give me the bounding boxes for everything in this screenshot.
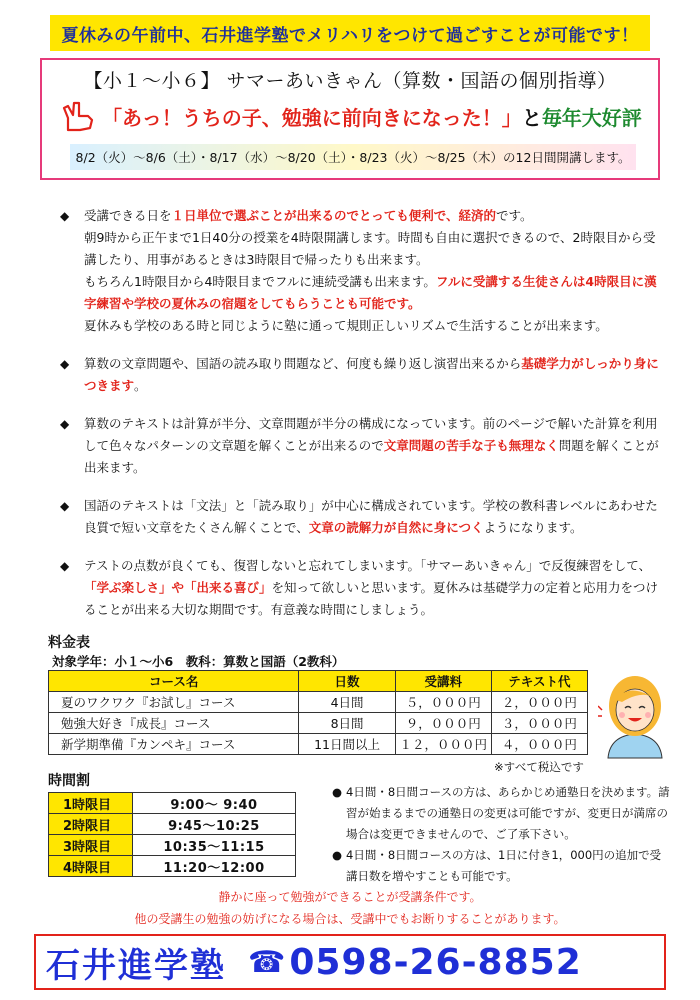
item2-text-a: 算数の文章問題や、国語の読み取り問題など、何度も繰り返し演習出来るから: [84, 356, 522, 371]
course-fee: ５，０００円: [395, 692, 491, 713]
table-row: [49, 856, 296, 877]
condition-line-1: 静かに座って勉強ができることが受講条件です。: [218, 890, 482, 904]
table-header-row: [49, 671, 588, 692]
black-dot-icon: ●: [332, 785, 343, 799]
diamond-bullet-icon: ◆: [60, 357, 70, 371]
course-fee: １２，０００円: [395, 734, 491, 755]
period-hours: 11:20～12:00: [133, 856, 296, 877]
condition-line-2: 他の受講生の勉強の妨げになる場合は、受講中でもお断りすることがあります。: [134, 912, 566, 926]
table-row: [49, 713, 588, 734]
diamond-bullet-icon: ◆: [60, 499, 70, 513]
period-label: 3時限目: [49, 835, 133, 856]
teacher-illustration-icon: [598, 670, 672, 760]
diamond-bullet-icon: ◆: [60, 559, 70, 573]
diamond-bullet-icon: ◆: [60, 209, 70, 223]
column-header: コース名: [49, 671, 299, 692]
period-hours: 10:35～11:15: [133, 835, 296, 856]
note-item: [332, 845, 672, 887]
item2-highlight: 基礎学力がしっかり身につきます: [84, 356, 659, 393]
tagline-quote: 「あっ！うちの子、勉強に前向きになった！」: [102, 105, 522, 130]
item1-text-c: もちろん1時限目から4時限目までフルに連続受講も出来ます。: [84, 274, 436, 289]
diamond-bullet-icon: ◆: [60, 417, 70, 431]
course-days: 4日間: [299, 692, 395, 713]
item1-detail: 朝9時から正午まで1日40分の授業を4時限開講します。時間も自由に選択できるので、2時限目から受講したり、用事があるときは3時限目で帰ったりも出来ます。: [84, 230, 656, 267]
date-strip: 8/2（火）～8/6（土）・8/17（水）～8/20（土）・8/23（火）～8/25（木）の12日間開講します。: [70, 144, 636, 170]
course-fee: ９，０００円: [395, 713, 491, 734]
schedule-heading: 時間割: [48, 770, 90, 790]
course-text-fee: ４，０００円: [491, 734, 587, 755]
tagline-to: と: [521, 105, 542, 130]
item4-text-a: 国語のテキストは「文法」と「読み取り」が中心に構成されています。学校の教科書レベルにあわせた良質で短い文章をたくさん解くことで、: [84, 498, 658, 535]
course-name: 新学期準備『カンペキ』コース: [49, 734, 299, 755]
list-item: [60, 555, 660, 621]
item1-text-b: です。: [496, 208, 533, 223]
item1-highlight-2: フルに受講する生徒さんは4時限目に漢字練習や学校の夏休みの宿題をしてもらうことも可能です。: [84, 274, 657, 311]
item4-text-b: ようになります。: [483, 520, 583, 535]
item4-highlight: 文章の読解力が自然に身につく: [308, 520, 484, 535]
tax-note: ※すべて税込です: [494, 760, 584, 774]
feature-list: [60, 205, 660, 621]
fee-target: 対象学年：小１～小6 教科：算数と国語（2教科）: [52, 654, 345, 669]
column-header: 日数: [299, 671, 395, 692]
telephone-icon: ☎: [248, 944, 286, 980]
note-text: 4日間・8日間コースの方は、1日に付き1，000円の追加で受講日数を増やすことも可能です。: [346, 848, 662, 883]
contact-footer: [34, 934, 666, 990]
tagline: [62, 100, 642, 132]
period-label: 2時限目: [49, 814, 133, 835]
column-header: テキスト代: [491, 671, 587, 692]
note-text: 4日間・8日間コースの方は、あらかじめ通塾日を決めます。請習が始まるまでの通塾日の変更は可能ですが、変更日が満席の場合は変更できませんので、ご了承下さい。: [346, 785, 670, 841]
school-name: 石井進学塾: [46, 945, 226, 986]
list-item: [60, 205, 660, 337]
period-label: 4時限目: [49, 856, 133, 877]
top-banner: 夏休みの午前中、石井進学塾でメリハリをつけて過ごすことが可能です！: [50, 15, 650, 51]
course-notes: [332, 782, 672, 887]
item1-text-a: 受講できる日を: [84, 208, 172, 223]
header-box: [40, 58, 660, 180]
period-label: 1時限目: [49, 793, 133, 814]
list-item: [60, 413, 660, 479]
note-item: [332, 782, 672, 845]
course-days: 8日間: [299, 713, 395, 734]
item1-highlight: １日単位で選ぶことが出来るのでとっても便利で、経済的: [171, 208, 497, 223]
list-item: [60, 353, 660, 397]
course-title: 【小１～小６】 サマーあいきゃん（算数・国語の個別指導）: [83, 70, 617, 92]
course-name: 夏のワクワク『お試し』コース: [49, 692, 299, 713]
column-header: 受講料: [395, 671, 491, 692]
tagline-tail: 毎年大好評: [541, 105, 642, 130]
list-item: [60, 495, 660, 539]
item1-text-d: 夏休みも学校のある時と同じように塾に通って規則正しいリズムで生活することが出来ます。: [84, 318, 608, 333]
item3-text-a: 算数のテキストは計算が半分、文章問題が半分の構成になっています。前のページで解いた計算を利用して色々なパターンの文章題を解くことが出来るので: [84, 416, 658, 453]
course-name: 勉強大好き『成長』コース: [49, 713, 299, 734]
table-row: [49, 835, 296, 856]
period-hours: 9:45～10:25: [133, 814, 296, 835]
schedule-table: [48, 792, 296, 877]
table-row: [49, 692, 588, 713]
item2-text-b: 。: [134, 378, 147, 393]
item3-text-b: 問題を解くことが出来ます。: [84, 438, 659, 475]
phone-number[interactable]: 0598-26-8852: [289, 941, 582, 983]
item5-text-b: を知って欲しいと思います。夏休みは基礎学力の定着と応用力をつけることが出来る大切な期間です。有意義な時間にしましょう。: [84, 580, 659, 617]
item5-text-a: テストの点数が良くても、復習しないと忘れてしまいます。「サマーあいきゃん」で反復練習をして、: [84, 558, 652, 573]
item5-highlight: 「学ぶ楽しさ」や「出来る喜び」: [84, 580, 272, 595]
course-text-fee: ２，０００円: [491, 692, 587, 713]
course-text-fee: ３，０００円: [491, 713, 587, 734]
table-row: [49, 814, 296, 835]
item3-highlight: 文章問題の苦手な子も無理なく: [383, 438, 559, 453]
course-days: 11日間以上: [299, 734, 395, 755]
fee-table: [48, 670, 588, 755]
victory-hand-icon: [62, 100, 98, 132]
black-dot-icon: ●: [332, 848, 343, 862]
period-hours: 9:00～ 9:40: [133, 793, 296, 814]
fee-heading: 料金表: [48, 632, 118, 652]
table-row: [49, 734, 588, 755]
table-row: [49, 793, 296, 814]
